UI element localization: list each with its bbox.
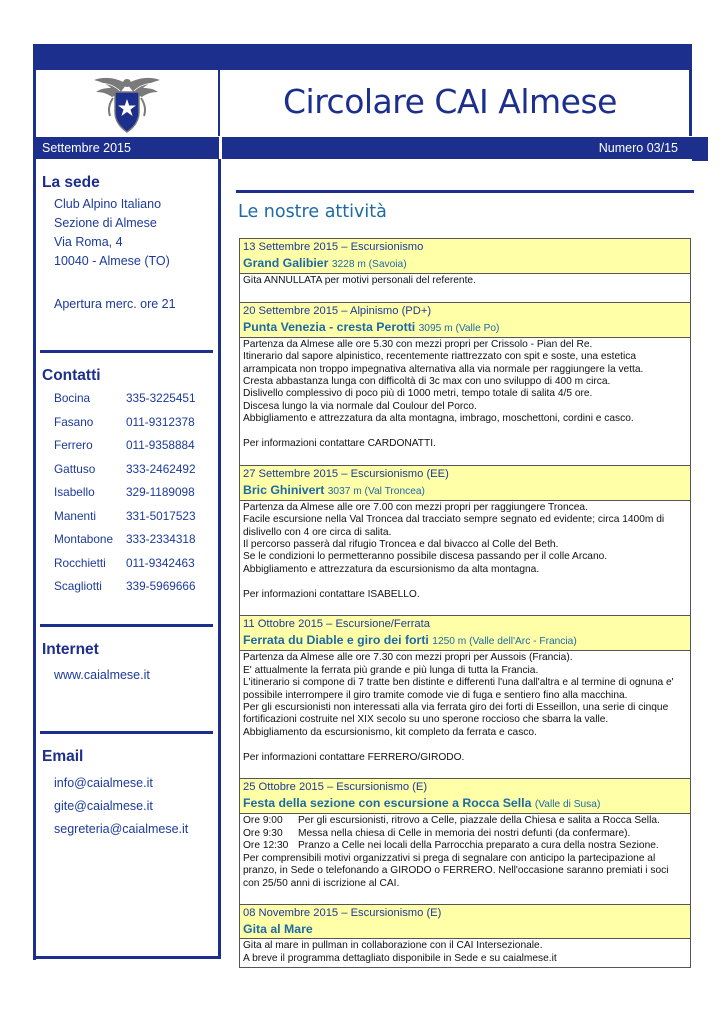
schedule-row [243,815,687,827]
sede-line: Club Alpino Italiano [54,197,162,211]
event-date: 20 Settembre 2015 – Alpinismo (PD+) [243,304,432,317]
email-list [54,772,188,841]
event-contact: Per informazioni contattare ISABELLO. [243,588,420,600]
event-altitude: 3037 m (Val Troncea) [327,485,425,497]
event-header [240,302,690,337]
schedule-text: Pranzo a Celle nei locali della Parrocchia preparato a cura della nostra Sezione. [298,840,659,852]
event-text: Facile escursione nella Val Troncea dal tracciato sempre segnato ed evidente; circa 1400m di dislivello con 4 ore circa di salita. [243,514,665,538]
event-text: Gita ANNULLATA per motivi personali del referente. [243,275,476,286]
event-text: Abbigliamento e attrezzatura da alta montagna, imbrago, moschettoni, cordini e casco. [243,413,634,425]
email-link[interactable]: segreteria@caialmese.it [54,822,189,836]
issue-number: Numero 03/15 [598,141,678,155]
event-text: Partenza da Almese alle ore 7.00 con mezzi propri per raggiungere Troncea. [243,501,588,513]
event-contact: Per informazioni contattare CARDONATTI. [243,438,436,450]
schedule-text: Messa nella chiesa di Celle in memoria dei nostri defunti (da confermare). [298,827,631,839]
band-right-cap [692,159,708,161]
event-contact: Per informazioni contattare FERRERO/GIRODO. [243,751,465,763]
event-date: 27 Settembre 2015 – Escursionismo (EE) [243,467,449,480]
contact-name: Gattuso [54,461,96,476]
band-separator [219,137,222,159]
schedule-row [243,840,687,852]
sidebar-divider [218,159,221,959]
issue-band [34,137,708,159]
main-rule [236,190,694,193]
event-header [240,465,690,500]
schedule-text: Per gli escursionisti, ritrovo a Celle, piazzale della Chiesa e salita a Rocca Sella. [298,815,660,827]
contact-row [54,556,216,580]
event-text: Il percorso passerà dal rifugio Troncea e dal bivacco al Colle del Beth. [243,539,559,551]
event-altitude: (Valle di Susa) [534,799,601,811]
sidebar-rule [40,731,213,734]
header-bar [34,44,692,70]
issue-date: Settembre 2015 [42,141,131,155]
event-name [243,482,687,500]
event-title: Bric Ghinivert [243,482,325,497]
email-title: Email [42,748,84,765]
email-link[interactable]: info@caialmese.it [54,776,153,790]
contact-phone[interactable]: 011-9358884 [126,438,195,452]
event-header [240,904,690,938]
event-text: Partenza da Almese alle ore 5.30 con mezzi propri per Crissolo - Pian del Re. [243,338,593,350]
contact-name: Isabello [54,485,95,499]
contact-row [54,509,216,533]
frame-left-border [33,44,36,960]
sede-hours: Apertura merc. ore 21 [54,297,176,311]
contact-phone[interactable]: 011-9312378 [126,414,195,429]
sede-line: Via Roma, 4 [54,235,123,249]
event-text: Abbigliamento e attrezzatura da escursionismo da alta montagna. [243,563,540,575]
contact-phone[interactable]: 329-1189098 [126,485,195,499]
cai-eagle-logo [93,74,161,136]
contact-name: Ferrero [54,438,93,452]
event-body [240,938,690,967]
schedule-time: Ore 12:30 [243,840,289,852]
activities-heading: Le nostre attività [238,202,387,222]
event-text: Discesa lungo la via normale dal Coulour del Porco. [243,400,477,412]
event-body [240,650,690,778]
event-header [240,615,690,650]
contacts-list [54,391,216,603]
contact-phone[interactable]: 011-9342463 [126,555,195,570]
contact-name: Rocchietti [54,555,106,570]
event-text: Gita al mare in pullman in collaborazione con il CAI Intersezionale. [243,940,543,952]
event-body [240,273,690,302]
contact-row [54,579,216,603]
event-text: A breve il programma dettagliato disponibile in Sede e su caialmese.it [243,952,557,964]
sede-line: 10040 - Almese (TO) [54,254,170,268]
schedule-time: Ore 9:30 [243,827,283,839]
event-name [243,319,687,337]
contact-name: Bocina [54,391,91,405]
event-title: Ferrata du Diable e giro dei forti [243,633,429,648]
event-text: Itinerario dal sapore alpinistico, recentemente riattrezzato con spit e soste, una estetica arrampicata non troppo impegnativa alternativa alla via normale per raggiungere la vetta. [243,351,644,375]
event-header [240,778,690,813]
contact-row [54,485,216,509]
event-body [240,337,690,465]
sidebar-rule [40,624,213,627]
event-altitude: 1250 m (Valle dell'Arc - Francia) [432,636,577,648]
event-text: Partenza da Almese alle ore 7.30 con mezzi propri per Aussois (Francia). [243,652,573,664]
event-text: E' attualmente la ferrata più grande e più lunga di tutta la Francia. [243,664,539,676]
event-header [240,238,690,273]
contact-row [54,532,216,556]
schedule-time: Ore 9:00 [243,815,283,827]
event-altitude: 3228 m (Savoia) [331,259,407,270]
event-name [243,795,687,813]
event-altitude: 3095 m (Valle Po) [418,322,500,334]
event-title: Grand Galibier [243,256,329,270]
contact-row [54,415,216,439]
event-text: Per gli escursionisti non interessati alla via ferrata giro dei forti di Esseillon, una serie di cinque fortificazioni costruite nel XIX secolo su uno sperone roccioso che sbarra la valle. [243,702,669,726]
events-table [239,238,691,968]
contact-name: Manenti [54,508,96,523]
schedule-row [243,828,687,840]
sede-line: Sezione di Almese [54,216,157,230]
newsletter-title: Circolare CAI Almese [283,82,617,121]
email-link[interactable]: gite@caialmese.it [54,799,153,813]
event-text: Cresta abbastanza lunga con difficoltà di 3c max con uno sviluppo di 400 m circa. [243,376,611,388]
internet-title: Internet [42,641,99,658]
contact-phone[interactable]: 335-3225451 [126,391,196,405]
event-date: 25 Ottobre 2015 – Escursionismo (E) [243,781,428,794]
contact-name: Scagliotti [54,579,102,593]
sidebar-bottom-rule [34,956,221,959]
sede-address [54,195,170,271]
contact-name: Montabone [54,532,114,546]
contact-phone[interactable]: 333-2334318 [126,532,196,546]
event-date: 13 Settembre 2015 – Escursionismo [243,241,424,253]
event-text: L'itinerario si compone di 7 tratte ben distinte e differenti l'una dall'altra e al termine di ognuna e' possibile interrompere il giro tramite comode vie di fuga e sentiero fino alla macchina. [243,677,674,701]
contact-phone[interactable]: 339-5969666 [126,579,196,593]
event-text: Se le condizioni lo permetteranno possibile discesa passando per il colle Arcano. [243,551,608,563]
event-title: Festa della sezione con escursione a Rocca Sella [243,796,532,811]
event-body [240,813,690,904]
contact-phone[interactable]: 331-5017523 [126,508,196,523]
event-title: Gita al Mare [243,922,313,937]
event-title: Punta Venezia - cresta Perotti [243,319,416,334]
sidebar-rule [40,350,213,353]
event-date: 08 Novembre 2015 – Escursionismo (E) [243,907,442,920]
contact-row [54,462,216,486]
event-name [243,255,687,273]
event-body [240,500,690,616]
website-link[interactable]: www.caialmese.it [54,668,150,682]
event-name [243,632,687,650]
sede-title: La sede [42,174,100,191]
event-text: Per comprensibili motivi organizzativi si prega di segnalare con anticipo la partecipazione al pranzo, in Sede o telefonando a GIRODO o FERRERO. Nell'occasione saranno premiati i soci con 25/50 anni di iscrizione al CAI. [243,852,669,889]
contact-name: Fasano [54,414,94,429]
contatti-title: Contatti [42,367,101,384]
event-date: 11 Ottobre 2015 – Escursione/Ferrata [243,618,430,631]
event-text: Abbigliamento da escursionismo, kit completo da ferrata e casco. [243,726,537,738]
event-name [243,921,687,938]
contact-row [54,391,216,415]
contact-phone[interactable]: 333-2462492 [126,461,196,476]
event-text: Dislivello complessivo di poco più di 1000 metri, tempo totale di salita 4/5 ore. [243,388,593,400]
contact-row [54,438,216,462]
